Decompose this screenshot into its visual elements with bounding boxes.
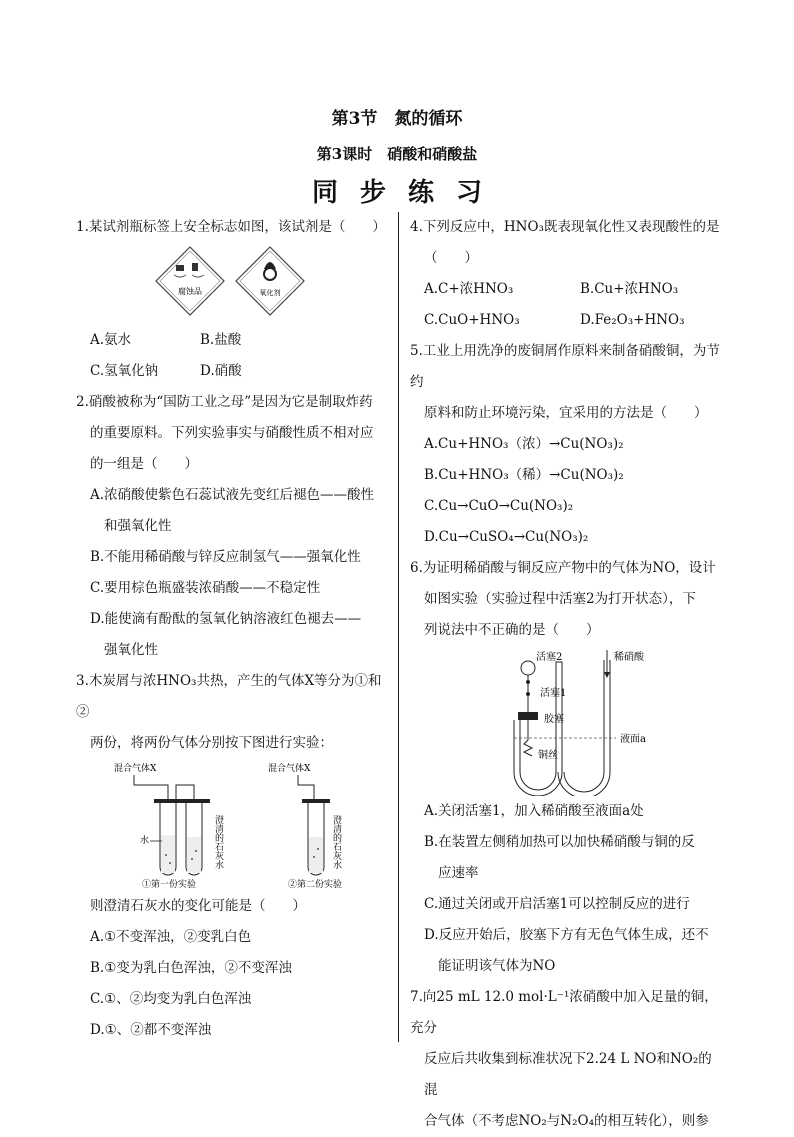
q1-option-d[interactable]: D.硝酸 bbox=[200, 363, 242, 379]
first-experiment-apparatus bbox=[114, 762, 224, 890]
section-title: 第3节 氮的循环 bbox=[331, 109, 463, 129]
gas-label-1: 混合气体X bbox=[114, 764, 157, 774]
wire-label: 铜丝 bbox=[538, 750, 558, 761]
hazard-labels-svg bbox=[76, 243, 384, 319]
q1-stem: 1.某试剂瓶标签上安全标志如图，该试剂是（ ） bbox=[76, 219, 386, 235]
q1-option-b[interactable]: B.盐酸 bbox=[200, 332, 242, 348]
left-column bbox=[76, 212, 384, 1046]
q2-stem-1: 2.硝酸被称为“国防工业之母”是因为它是制取炸药 bbox=[76, 394, 373, 410]
q6-option-b-cont: 应速率 bbox=[438, 865, 479, 881]
q2-option-d-cont: 强氧化性 bbox=[104, 642, 158, 658]
q2-stem-3: 的一组是（ ） bbox=[90, 456, 198, 472]
q5-stem-1: 5.工业上用洗净的废铜屑作原料来制备硝酸铜，为节约 bbox=[410, 343, 720, 390]
q2-option-a-cont: 和强氧化性 bbox=[104, 518, 172, 534]
stopper-label: 胶塞 bbox=[544, 714, 564, 725]
q2-option-c[interactable]: C.要用棕色瓶盛装浓硝酸——不稳定性 bbox=[90, 580, 321, 596]
column-divider bbox=[398, 212, 399, 1042]
q4-stem-2: （ ） bbox=[424, 250, 478, 266]
right-column bbox=[410, 212, 722, 1137]
q1-hazard-figure bbox=[76, 243, 384, 319]
valve2-label: 活塞2 bbox=[536, 652, 563, 663]
q3-option-d[interactable]: D.①、②都不变浑浊 bbox=[90, 1022, 212, 1038]
q1-option-a[interactable]: A.氨水 bbox=[90, 332, 132, 348]
q6-option-c[interactable]: C.通过关闭或开启活塞1可以控制反应的进行 bbox=[424, 896, 690, 912]
q3-stem-1: 3.木炭屑与浓HNO₃共热，产生的气体X等分为①和② bbox=[76, 673, 382, 720]
acid-label: 稀硝酸 bbox=[614, 652, 644, 663]
q2-option-b[interactable]: B.不能用稀硝酸与锌反应制氢气——强氧化性 bbox=[90, 549, 361, 565]
q6-stem-3: 列说法中不正确的是（ ） bbox=[424, 622, 600, 638]
q3-option-b[interactable]: B.①变为乳白色浑浊，②不变浑浊 bbox=[90, 960, 292, 976]
practice-heading: 同步练习 bbox=[311, 178, 504, 208]
q4-option-b[interactable]: B.Cu+浓HNO₃ bbox=[580, 281, 679, 297]
q6-option-d-cont: 能证明该气体为NO bbox=[438, 958, 556, 974]
q7-stem-1: 7.向25 mL 12.0 mol·L⁻¹浓硝酸中加入足量的铜，充分 bbox=[410, 989, 718, 1036]
q6-stem-2: 如图实验（实验过程中活塞2为打开状态），下 bbox=[424, 591, 696, 607]
q5-option-d[interactable]: D.Cu→CuSO₄→Cu(NO₃)₂ bbox=[424, 529, 589, 545]
q3-option-c[interactable]: C.①、②均变为乳白色浑浊 bbox=[90, 991, 252, 1007]
gas-label-2: 混合气体X bbox=[268, 764, 311, 774]
q5-option-c[interactable]: C.Cu→CuO→Cu(NO₃)₂ bbox=[424, 498, 574, 514]
q3-option-a[interactable]: A.①不变浑浊，②变乳白色 bbox=[90, 929, 252, 945]
limewater-label-2: 澄清的石灰水 bbox=[331, 815, 341, 869]
q7-stem-2: 反应后共收集到标准状况下2.24 L NO和NO₂的混 bbox=[424, 1051, 712, 1098]
q2-option-a[interactable]: A.浓硝酸使紫色石蕊试液先变红后褪色——酸性 bbox=[90, 487, 375, 503]
q4-option-c[interactable]: C.CuO+HNO₃ bbox=[424, 312, 520, 328]
q6-stem-1: 6.为证明稀硝酸与铜反应产物中的气体为NO，设计 bbox=[410, 560, 716, 576]
q6-apparatus-figure bbox=[410, 646, 722, 796]
q3-stem-2: 两份，将两份气体分别按下图进行实验： bbox=[90, 735, 333, 751]
q2-option-d[interactable]: D.能使滴有酚酞的氢氧化钠溶液红色褪去—— bbox=[90, 611, 362, 627]
u-tube-apparatus-svg bbox=[410, 646, 722, 796]
q4-stem-1: 4.下列反应中，HNO₃既表现氧化性又表现酸性的是 bbox=[410, 219, 720, 235]
q1-option-c[interactable]: C.氢氧化钠 bbox=[90, 363, 159, 379]
q3-apparatus-svg bbox=[76, 759, 384, 891]
q5-option-b[interactable]: B.Cu+HNO₃（稀）→Cu(NO₃)₂ bbox=[424, 467, 624, 483]
q4-option-a[interactable]: A.C+浓HNO₃ bbox=[424, 281, 514, 297]
lesson-title: 第3课时 硝酸和硝酸盐 bbox=[316, 145, 478, 163]
q3-experiment-figure bbox=[76, 759, 384, 891]
q6-option-a[interactable]: A.关闭活塞1，加入稀硝酸至液面a处 bbox=[424, 803, 644, 819]
q3-question: 则澄清石灰水的变化可能是（ ） bbox=[90, 898, 306, 914]
corrosive-label: 腐蚀品 bbox=[178, 287, 202, 296]
oxidizer-label: 氧化剂 bbox=[259, 289, 281, 297]
q4-option-d[interactable]: D.Fe₂O₃+HNO₃ bbox=[580, 312, 685, 328]
q5-option-a[interactable]: A.Cu+HNO₃（浓）→Cu(NO₃)₂ bbox=[424, 436, 624, 452]
second-experiment-apparatus bbox=[268, 762, 342, 890]
q6-option-d[interactable]: D.反应开始后，胶塞下方有无色气体生成，还不 bbox=[424, 927, 709, 943]
level-a-label: 液面a bbox=[620, 734, 646, 745]
corrosive-diamond-icon bbox=[156, 247, 224, 315]
q7-stem-3: 合气体（不考虑NO₂与N₂O₄的相互转化），则参 bbox=[424, 1113, 709, 1129]
water-label: 水 bbox=[140, 836, 150, 846]
q5-stem-2: 原料和防止环境污染，宜采用的方法是（ ） bbox=[424, 405, 708, 421]
valve1-label: 活塞1 bbox=[540, 688, 567, 699]
oxidizer-diamond-icon bbox=[236, 247, 304, 315]
caption-first: ①第一份实验 bbox=[142, 880, 197, 890]
q2-stem-2: 的重要原料。下列实验事实与硝酸性质不相对应 bbox=[90, 425, 374, 441]
q6-option-b[interactable]: B.在装置左侧稍加热可以加快稀硝酸与铜的反 bbox=[424, 834, 695, 850]
limewater-label-1: 澄清的石灰水 bbox=[213, 815, 223, 869]
caption-second: ②第二份实验 bbox=[288, 880, 343, 890]
